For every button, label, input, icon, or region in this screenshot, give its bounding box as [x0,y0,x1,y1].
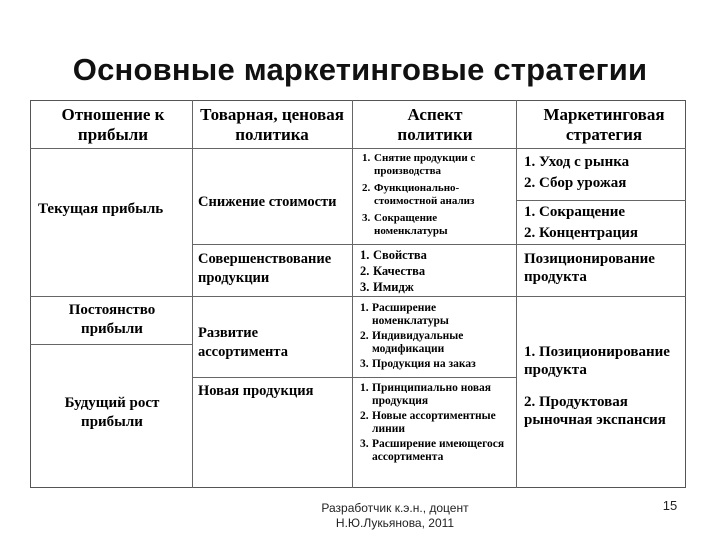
policy-new-products: Новая продукция [198,383,314,399]
list-item: 2. Качества [360,264,426,278]
profit-stability: Постоянство прибыли [68,302,156,337]
header-divider [30,148,686,149]
list-item: 1. Расширение номенклатуры [360,302,449,327]
header-marketing-strategy: Маркетинговая стратегия [543,105,665,144]
policy-cost-reduction: Снижение стоимости [198,194,337,210]
aspect-list-product-improvement [360,248,510,295]
list-item: 1. Снятие продукции с производства [362,152,476,177]
row-divider [192,377,516,378]
header-profit-relation: Отношение к прибыли [61,105,165,144]
header-policy-aspect: Аспект политики [397,105,473,144]
row-divider [30,296,686,297]
footer-author-line: Н.Ю.Лукьянова, 2011 [335,516,455,530]
strategy-positioning [524,250,684,286]
footer-author-line: Разработчик к.э.н., доцент [321,501,469,515]
list-item: 2. Новые ассортиментные линии [360,410,496,435]
strategy-item: 1. Уход с рынка [524,154,630,170]
row-divider [30,344,192,345]
page-number: 15 [662,498,678,513]
row-divider [192,244,686,245]
policy-assortment-development: Развитие ассортимента [198,325,288,360]
list-item: 1. Свойства [360,248,427,262]
profit-current: Текущая прибыль [38,201,164,217]
strategy-reduction [524,203,684,242]
list-item: 2. Функционально-стоимостной анализ [362,182,475,207]
list-item: 2. Индивидуальные модификации [360,330,464,355]
aspect-list-cost-reduction [362,152,512,237]
strategy-item: Позиционирование продукта [524,251,655,285]
strategy-growth [524,343,684,429]
strategy-item: 2. Сбор урожая [524,175,627,191]
list-item: 1. Принципиально новая продукция [360,382,492,407]
strategy-exit [524,153,684,192]
slide-title: Основные маркетинговые стратегии [72,52,648,87]
column-divider [516,100,517,488]
list-item: 3. Имидж [360,280,414,294]
header-product-price-policy: Товарная, ценовая политика [200,105,344,144]
strategy-item: 1. Сокращение [524,204,626,220]
list-item: 3. Расширение имеющегося ассортимента [360,438,505,463]
aspect-list-assortment-development [360,302,512,371]
profit-future: Будущий рост прибыли [64,395,160,430]
aspect-list-new-products [360,382,512,464]
policy-product-improvement: Совершенствование продукции [198,251,332,286]
column-divider [192,100,193,488]
strategy-item: 2. Продуктовая рыночная экспансия [524,394,666,428]
list-item: 3. Сокращение номенклатуры [362,212,448,237]
column-divider [352,100,353,488]
strategy-table [30,100,686,488]
list-item: 3. Продукция на заказ [360,358,476,370]
footer-author [290,501,500,531]
strategy-item: 2. Концентрация [524,225,639,241]
row-divider [516,200,686,201]
strategy-item: 1. Позиционирование продукта [524,344,670,378]
